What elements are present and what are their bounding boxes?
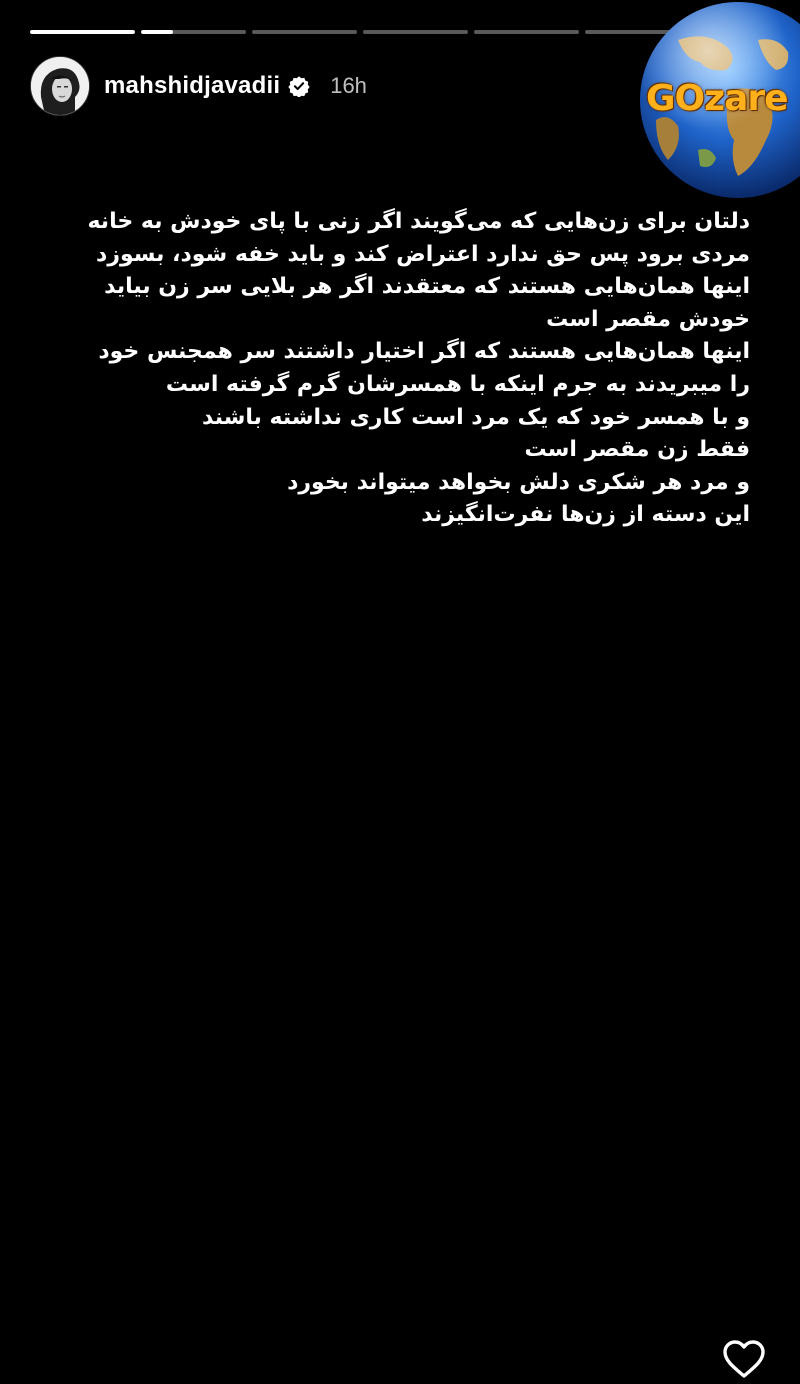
story-text-line: این دسته از زن‌ها نفرت‌انگیزند (421, 502, 750, 528)
story-progress-fill (30, 30, 135, 34)
story-text-line: مردی برود پس حق ندارد اعتراض کند و باید خفه شود، بسوزد (96, 241, 750, 267)
watermark-text: GOzare (646, 78, 788, 119)
story-progress-bar (30, 30, 690, 34)
watermark-logo (638, 0, 800, 200)
heart-outline-icon[interactable] (722, 1340, 766, 1380)
story-text-line: فقط زن مقصر است (524, 437, 750, 463)
story-text-line: را میبریدند به جرم اینکه با همسرشان گرم گرفته است (165, 371, 750, 397)
story-text-line: و مرد هر شکری دلش بخواهد میتواند بخورد (287, 469, 750, 495)
story-progress-segment (252, 30, 357, 34)
story-text-line: اینها همان‌هایی هستند که معتقدند اگر هر بلایی سر زن بیاید (104, 274, 750, 300)
story-progress-fill (141, 30, 173, 34)
story-progress-segment (363, 30, 468, 34)
username[interactable]: mahshidjavadii (104, 72, 281, 99)
verified-badge-icon (288, 75, 310, 97)
story-progress-segment (474, 30, 579, 34)
avatar-photo (31, 57, 89, 115)
story-text-line: و با همسر خود که یک مرد است کاری نداشته باشند (202, 404, 750, 430)
avatar[interactable] (30, 56, 90, 116)
story-header (30, 56, 367, 116)
story-progress-segment (141, 30, 246, 34)
story-progress-segment (30, 30, 135, 34)
post-time: 16h (330, 73, 367, 98)
story-text-line: اینها همان‌هایی هستند که اگر اختیار داشتند سر همجنس خود (98, 339, 750, 365)
story-text-line: خودش مقصر است (546, 306, 750, 332)
story-text-block (50, 206, 750, 532)
story-text-line: دلتان برای زن‌هایی که می‌گویند اگر زنی با پای خودش به خانه (87, 209, 750, 234)
